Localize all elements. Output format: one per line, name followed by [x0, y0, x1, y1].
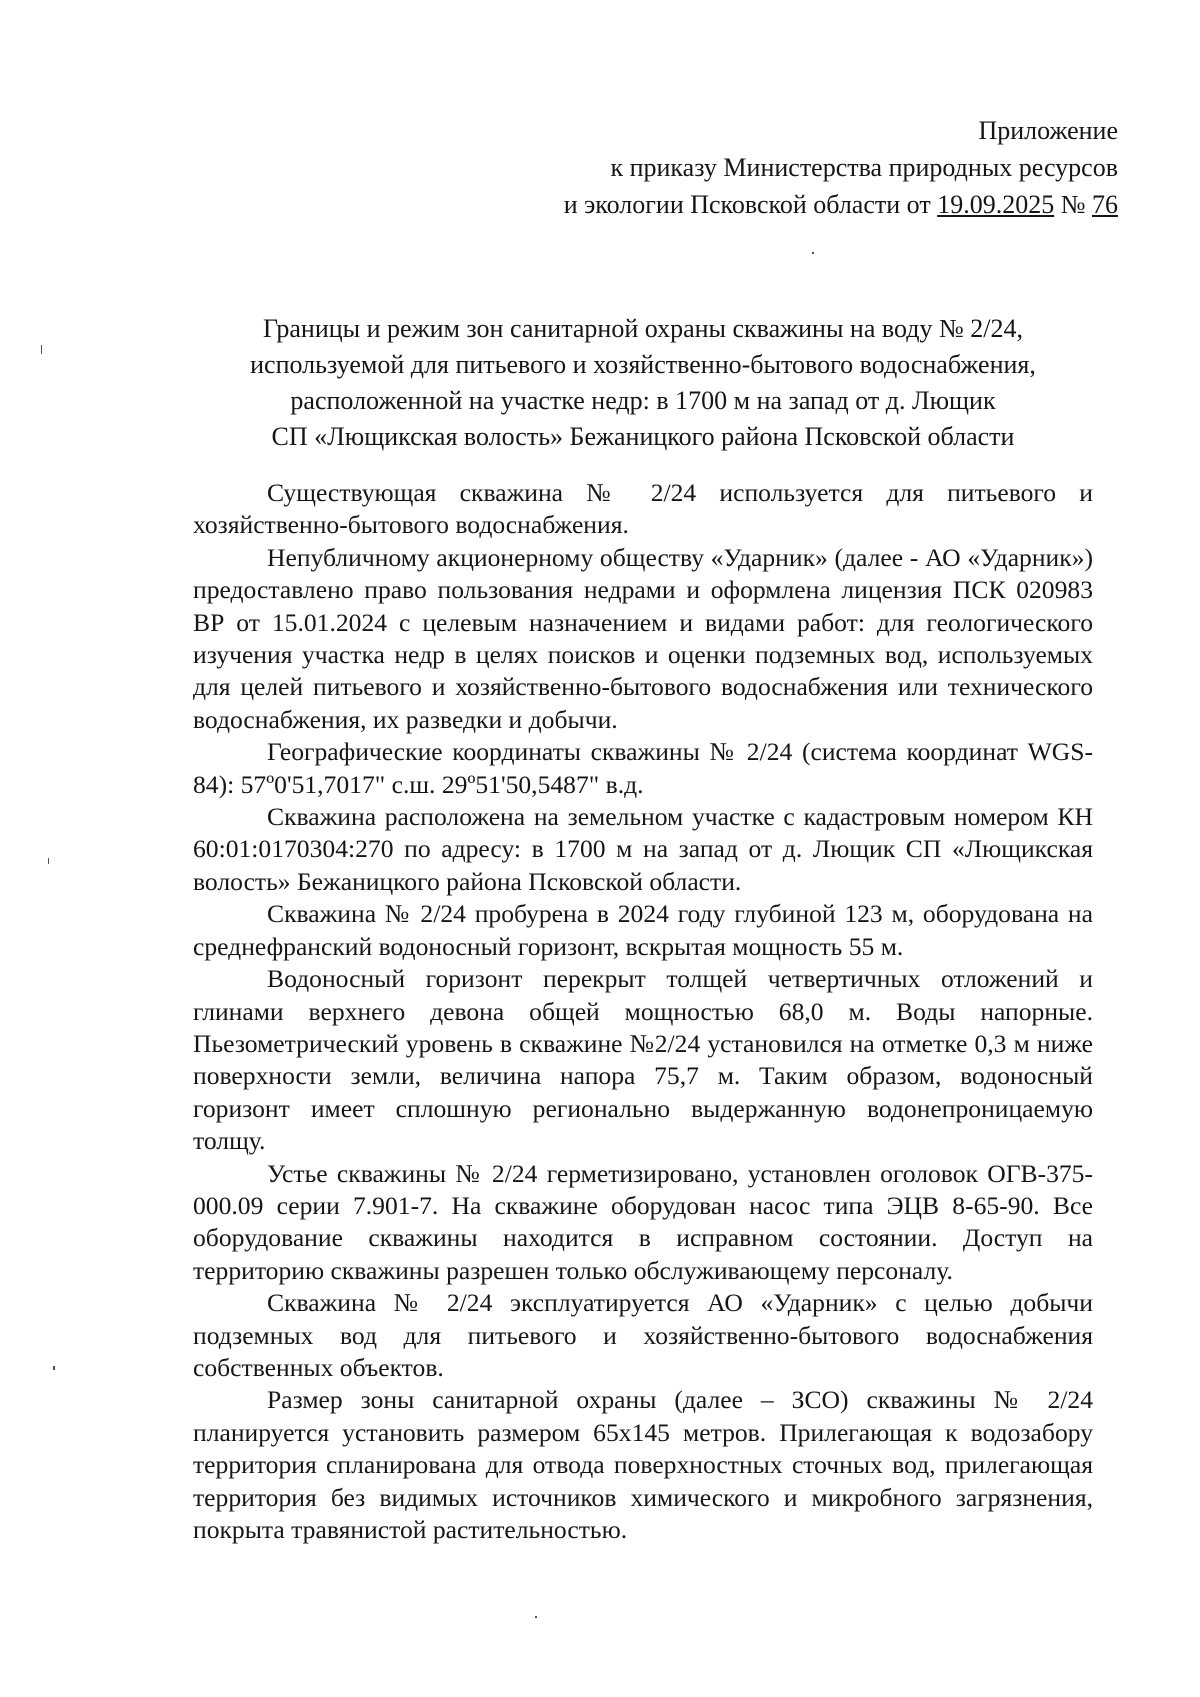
paragraph-existing-well: Существующая скважина № 2/24 используется для питьевого и хозяйственно-бытового водоснабжения.	[193, 478, 1093, 540]
title-line-2: используемой для питьевого и хозяйственно-бытового водоснабжения,	[250, 350, 1036, 379]
appendix-label: Приложение	[978, 116, 1118, 145]
scan-speck	[53, 1366, 55, 1370]
document-body	[193, 477, 1093, 1546]
paragraph-protection-zone: Размер зоны санитарной охраны (далее – ЗСО) скважины № 2/24 планируется установить размером 65х145 метров. Прилегающая к водозабору территория спланирована для отвода поверхностных сточных вод, прилегающая территория без видимых источников химического и микробного загрязнения, покрыта травянистой растительностью.	[193, 1385, 1093, 1544]
number-sign: №	[1054, 190, 1092, 219]
order-date: 19.09.2025	[937, 190, 1055, 219]
scan-speck	[812, 252, 814, 254]
paragraph-operation: Скважина № 2/24 эксплуатируется АО «Ударник» с целью добычи подземных вод для питьевого и хозяйственно-бытового водоснабжения собственных объектов.	[193, 1288, 1093, 1382]
scan-speck	[535, 1616, 537, 1618]
order-reference: к приказу Министерства природных ресурсов	[610, 153, 1118, 182]
title-line-4: СП «Лющикская волость» Бежаницкого района Псковской области	[271, 422, 1015, 451]
paragraph-license: Непубличному акционерному обществу «Ударник» (далее - АО «Ударник») предоставлено право пользования недрами и оформлена лицензия ПСК 020983 ВР от 15.01.2024 с целевым назначением и видами работ: для геологического изучения участка недр в целях поисков и оценки подземных вод, используемых для целей питьевого и хозяйственно-бытового водоснабжения или технического водоснабжения, их разведки и добычи.	[193, 542, 1093, 734]
scan-speck	[41, 345, 42, 354]
paragraph-land-plot: Скважина расположена на земельном участке с кадастровым номером КН 60:01:0170304:270 по адресу: в 1700 м на запад от д. Лющик СП «Лющикская волость» Бежаницкого района Псковской области.	[193, 802, 1093, 896]
order-date-line	[564, 186, 1118, 223]
paragraph-coordinates: Географические координаты скважины № 2/24 (система координат WGS-84): 57º0'51,7017" с.ш. 29º51'50,5487" в.д.	[193, 737, 1093, 799]
appendix-header	[564, 112, 1118, 223]
document-title	[190, 311, 1096, 455]
title-line-1: Границы и режим зон санитарной охраны скважины на воду № 2/24,	[263, 314, 1023, 343]
scan-speck	[48, 858, 49, 864]
paragraph-drilling: Скважина № 2/24 пробурена в 2024 году глубиной 123 м, оборудована на среднефранский водоносный горизонт, вскрытая мощность 55 м.	[193, 899, 1093, 961]
paragraph-wellhead: Устье скважины № 2/24 герметизировано, установлен оголовок ОГВ-375-000.09 серии 7.901-7. На скважине оборудован насос типа ЭЦВ 8-65-90. Все оборудование скважины находится в исправном состоянии. Доступ на территорию скважины разрешен только обслуживающему персоналу.	[193, 1158, 1093, 1285]
paragraph-aquifer: Водоносный горизонт перекрыт толщей четвертичных отложений и глинами верхнего девона общей мощностью 68,0 м. Воды напорные. Пьезометрический уровень в скважине №2/24 установился на отметке 0,3 м ниже поверхности земли, величина напора 75,7 м. Таким образом, водоносный горизонт имеет сплошную регионально выдержанную водонепроницаемую толщу.	[193, 964, 1093, 1156]
order-number: 76	[1092, 190, 1118, 219]
order-issuer: и экологии Псковской области от	[563, 190, 938, 219]
title-line-3: расположенной на участке недр: в 1700 м на запад от д. Лющик	[290, 386, 996, 415]
